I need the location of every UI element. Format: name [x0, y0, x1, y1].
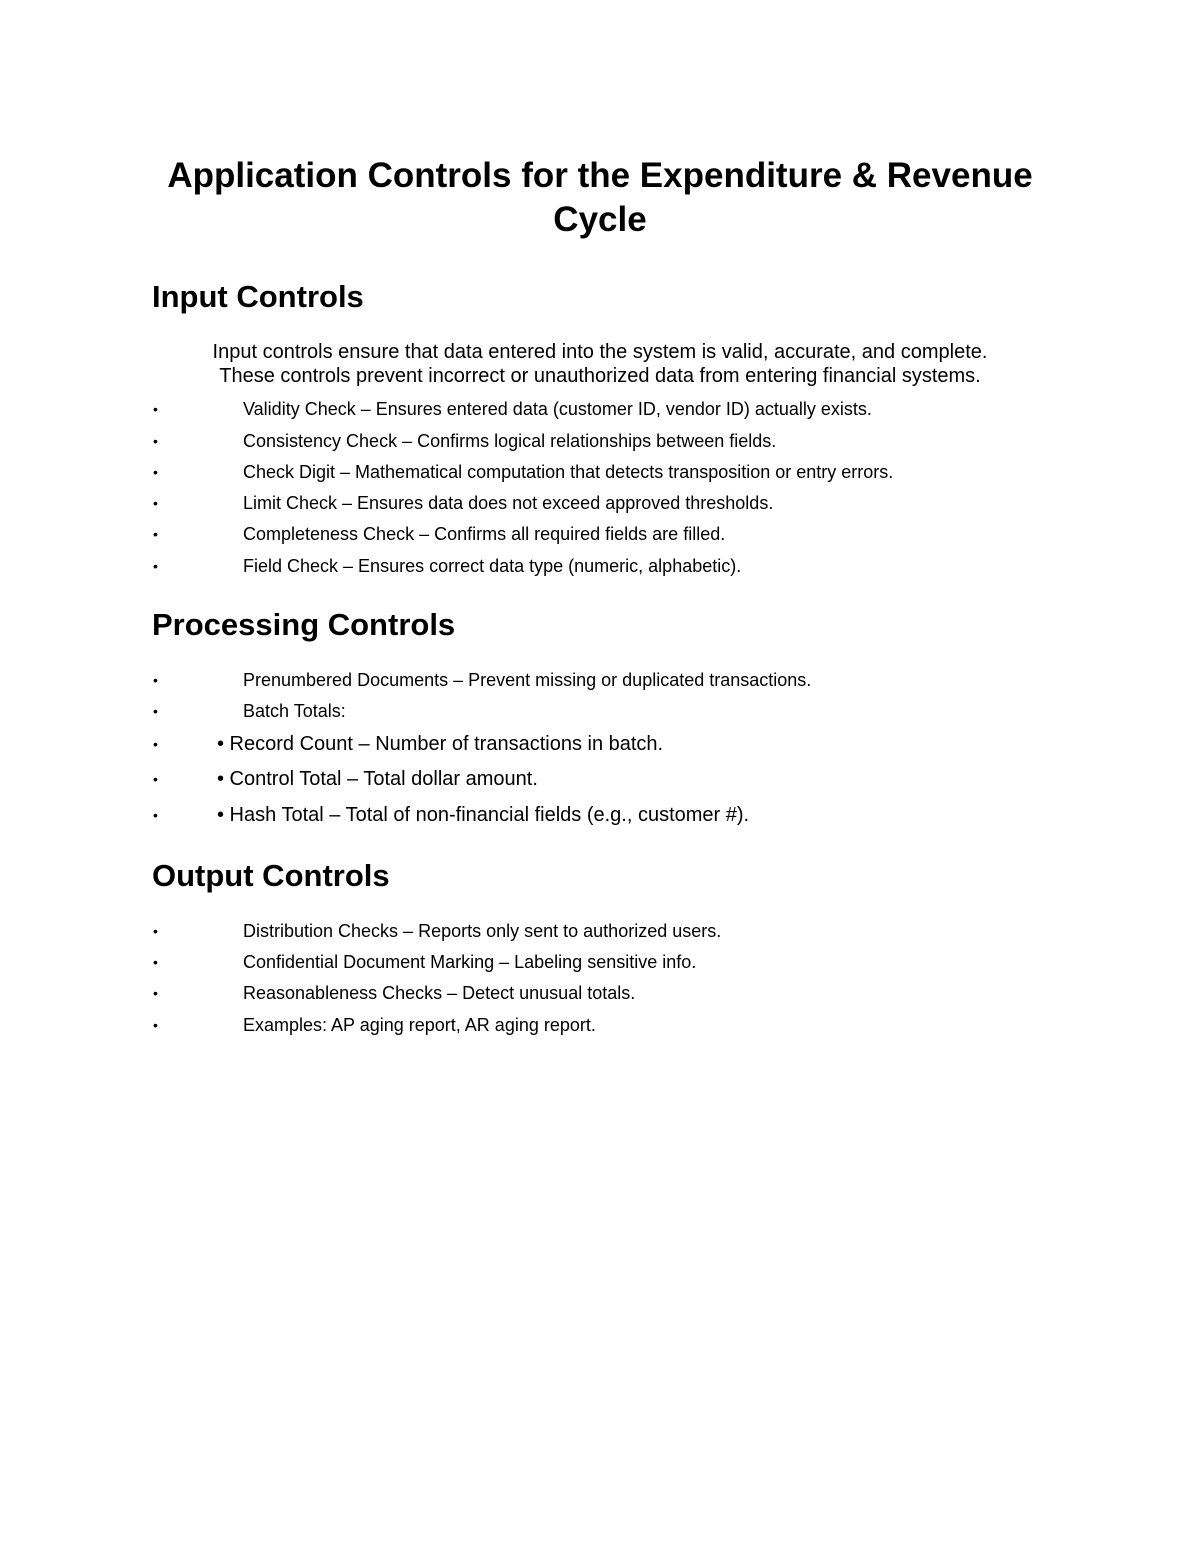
list-item-text: Batch Totals:: [243, 701, 346, 721]
bullet-icon: •: [153, 736, 158, 752]
list-item-text: Validity Check – Ensures entered data (customer ID, vendor ID) actually exists.: [243, 399, 872, 419]
list-item-text: • Control Total – Total dollar amount.: [217, 768, 538, 790]
bullet-icon: •: [153, 703, 158, 719]
bullet-icon: •: [153, 1017, 158, 1033]
list-item-text: Limit Check – Ensures data does not exceed approved thresholds.: [243, 493, 774, 513]
input-controls-intro: [150, 340, 1050, 388]
bullet-icon: •: [153, 771, 158, 787]
bullet-icon: •: [153, 985, 158, 1001]
bullet-icon: •: [153, 558, 158, 574]
output-controls-heading: Output Controls: [152, 858, 390, 893]
bullet-icon: •: [153, 672, 158, 688]
input-controls-heading: Input Controls: [152, 279, 364, 314]
intro-line-1: Input controls ensure that data entered into the system is valid, accurate, and complete.: [212, 341, 988, 363]
list-item-text: Field Check – Ensures correct data type (numeric, alphabetic).: [243, 556, 742, 576]
list-item-text: • Hash Total – Total of non-financial fields (e.g., customer #).: [217, 804, 750, 826]
bullet-icon: •: [153, 464, 158, 480]
list-item-text: Prenumbered Documents – Prevent missing or duplicated transactions.: [243, 670, 812, 690]
list-item-text: Distribution Checks – Reports only sent to authorized users.: [243, 921, 722, 941]
bullet-icon: •: [153, 401, 158, 417]
bullet-icon: •: [153, 954, 158, 970]
list-item-text: • Record Count – Number of transactions in batch.: [217, 733, 664, 755]
list-item-text: Examples: AP aging report, AR aging report.: [243, 1015, 596, 1035]
processing-controls-heading: Processing Controls: [152, 607, 456, 642]
intro-line-2: These controls prevent incorrect or unauthorized data from entering financial systems.: [219, 365, 981, 387]
list-item-text: Check Digit – Mathematical computation that detects transposition or entry errors.: [243, 462, 894, 482]
document-title: Application Controls for the Expenditure & Revenue Cycle: [167, 156, 1033, 239]
bullet-icon: •: [153, 433, 158, 449]
bullet-icon: •: [153, 807, 158, 823]
bullet-icon: •: [153, 495, 158, 511]
list-item-text: Reasonableness Checks – Detect unusual totals.: [243, 983, 636, 1003]
bullet-icon: •: [153, 923, 158, 939]
list-item-text: Completeness Check – Confirms all required fields are filled.: [243, 524, 726, 544]
list-item-text: Confidential Document Marking – Labeling sensitive info.: [243, 952, 697, 972]
list-item-text: Consistency Check – Confirms logical relationships between fields.: [243, 431, 777, 451]
bullet-icon: •: [153, 526, 158, 542]
